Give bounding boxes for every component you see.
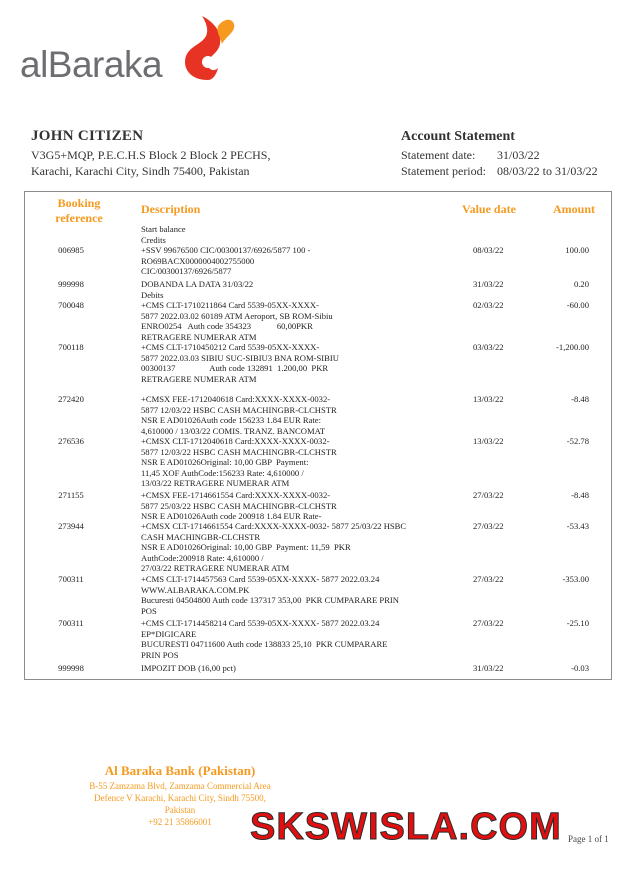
value-date-cell: 27/03/22 xyxy=(473,490,504,500)
value-date-cell: 02/03/22 xyxy=(473,300,504,310)
value-date-cell: 31/03/22 xyxy=(473,663,504,673)
amount-cell: -8.48 xyxy=(571,394,589,404)
description-cell: DOBANDA LA DATA 31/03/22 Debits xyxy=(141,279,254,300)
statement-info xyxy=(401,129,598,179)
booking-ref-cell: 273944 xyxy=(58,521,84,531)
description-cell: +CMSX FEE-1712040618 Card:XXXX-XXXX-0032- 5877 12/03/22 HSBC CASH MACHINGBR-CLCHSTR NSR E AD01026Auth code 156233 1.84 EUR Rate: 4,610000 / 13/03/22 COMIS. TRANZ. BANCOMAT xyxy=(141,394,337,436)
amount-cell: -52.78 xyxy=(566,436,589,446)
footer-phone: +92 21 35866001 xyxy=(148,817,212,827)
booking-ref-cell: 276536 xyxy=(58,436,84,446)
statement-date-value: 31/03/22 xyxy=(497,148,540,162)
amount-cell: -0.03 xyxy=(571,663,589,673)
value-date-cell: 27/03/22 xyxy=(473,521,504,531)
booking-ref-cell: 700048 xyxy=(58,300,84,310)
logo-flame-icon xyxy=(178,14,238,84)
description-cell: Start balance Credits xyxy=(141,224,186,245)
logo-wordmark: alBaraka xyxy=(20,44,163,85)
booking-ref-cell: 700118 xyxy=(58,342,84,352)
footer-address-line3: Pakistan xyxy=(164,805,196,815)
customer-block xyxy=(31,128,270,179)
statement-period-label: Statement period: xyxy=(401,164,486,178)
watermark: SKSWISLA.COM xyxy=(250,806,562,848)
amount-cell: 0.20 xyxy=(573,279,589,289)
amount-cell: -53.43 xyxy=(566,521,589,531)
header-booking-reference: Booking reference xyxy=(55,196,103,225)
customer-address-line1: V3G5+MQP, P.E.C.H.S Block 2 Block 2 PECHS, xyxy=(31,148,271,162)
booking-ref-cell: 999998 xyxy=(58,663,84,673)
footer-address-line2: Defence V Karachi, Karachi City, Sindh 75500, xyxy=(94,793,266,803)
description-cell: +CMSX FEE-1714661554 Card:XXXX-XXXX-0032- 5877 25/03/22 HSBC CASH MACHINGBR-CLCHSTR NSR E AD01026Auth code 200918 1.84 EUR Rate- xyxy=(141,490,337,521)
description-cell: +CMS CLT-1710211864 Card 5539-05XX-XXXX- 5877 2022.03.02 60189 ATM Aeroport, SB ROM-Sibiu ENRO0254 Auth code 354323 60,00PKR RETRAGERE NUMERAR ATM xyxy=(141,300,333,342)
value-date-cell: 13/03/22 xyxy=(473,394,504,404)
albaraka-logo xyxy=(20,14,240,86)
description-cell: +SSV 99676500 CIC/00300137/6926/5877 100 - RO69BACX0000004002755000 CIC/00300137/6926/5877 xyxy=(141,245,311,276)
amount-cell: -353.00 xyxy=(562,574,589,584)
description-cell: +CMSX CLT-1712040618 Card:XXXX-XXXX-0032- 5877 12/03/22 HSBC CASH MACHINGBR-CLCHSTR NSR E AD01026Original: 10,00 GBP Payment: 11,45 XOF AuthCode:156233 Rate: 4,610000 / 13/03/22 RETRAGERE NUMERAR ATM xyxy=(141,436,337,488)
header-value-date: Value date xyxy=(462,202,516,216)
amount-cell: -60.00 xyxy=(566,300,589,310)
value-date-cell: 27/03/22 xyxy=(473,618,504,628)
booking-ref-cell: 999998 xyxy=(58,279,84,289)
description-cell: +CMSX CLT-1714661554 Card:XXXX-XXXX-0032- 5877 25/03/22 HSBC CASH MACHINGBR-CLCHSTR NSR E AD01026Original: 10,00 GBP Payment: 11,59 PKR AuthCode:200918 Rate: 4,610000 / 27/03/22 RETRAGERE NUMERAR ATM xyxy=(141,521,407,573)
statement-period-value: 08/03/22 to 31/03/22 xyxy=(497,164,598,178)
value-date-cell: 31/03/22 xyxy=(473,279,504,289)
value-date-cell: 03/03/22 xyxy=(473,342,504,352)
customer-name: JOHN CITIZEN xyxy=(31,128,144,144)
description-cell: IMPOZIT DOB (16,00 pct) xyxy=(141,663,236,673)
header-description: Description xyxy=(141,202,201,216)
description-cell: +CMS CLT-1710450212 Card 5539-05XX-XXXX- 5877 2022.03.03 SIBIU SUC-SIBIU3 BNA ROM-SIBIU 00300137 Auth code 132891 1.200,00 PKR RETRAGERE NUMERAR ATM xyxy=(141,342,339,384)
statement-date-label: Statement date: xyxy=(401,148,476,162)
amount-cell: -25.10 xyxy=(566,618,589,628)
amount-cell: -8.48 xyxy=(571,490,589,500)
transactions-table xyxy=(24,191,612,680)
booking-ref-cell: 700311 xyxy=(58,618,84,628)
header-amount: Amount xyxy=(553,202,596,216)
value-date-cell: 13/03/22 xyxy=(473,436,504,446)
amount-cell: 100.00 xyxy=(565,245,589,255)
booking-ref-cell: 006985 xyxy=(58,245,84,255)
page-indicator: Page 1 of 1 xyxy=(568,834,609,844)
footer-bank-name: Al Baraka Bank (Pakistan) xyxy=(104,763,256,778)
description-cell: +CMS CLT-1714458214 Card 5539-05XX-XXXX- 5877 2022.03.24 EP*DIGICARE BUCURESTI 04711600 Auth code 138833 25,10 PKR CUMPARARE PRIN POS xyxy=(141,618,388,660)
description-cell: +CMS CLT-1714457563 Card 5539-05XX-XXXX- 5877 2022.03.24 WWW.ALBARAKA.COM.PK Bucuresti 04504800 Auth code 137317 353,00 PKR CUMPARARE PRIN POS xyxy=(141,574,399,616)
statement-title: Account Statement xyxy=(401,129,515,144)
booking-ref-cell: 271155 xyxy=(58,490,84,500)
amount-cell: -1,200.00 xyxy=(556,342,589,352)
booking-ref-cell: 700311 xyxy=(58,574,84,584)
booking-ref-cell: 272420 xyxy=(58,394,84,404)
value-date-cell: 27/03/22 xyxy=(473,574,504,584)
customer-address-line2: Karachi, Karachi City, Sindh 75400, Pakistan xyxy=(31,164,250,178)
footer-address-line1: B-55 Zamzama Blvd, Zamzama Commercial Area xyxy=(89,781,271,791)
value-date-cell: 08/03/22 xyxy=(473,245,504,255)
